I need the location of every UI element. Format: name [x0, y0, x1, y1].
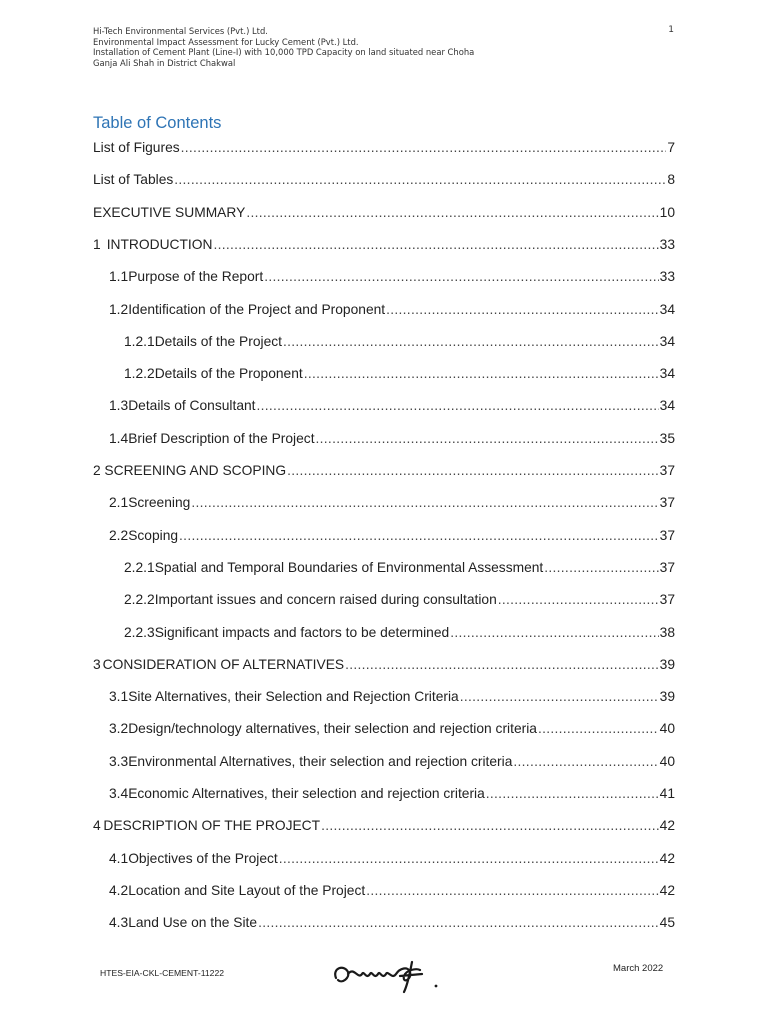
toc-entry-number: 1.2.1	[124, 333, 155, 349]
toc-entry[interactable]	[109, 786, 675, 806]
toc-dot-leader	[386, 302, 659, 317]
toc-entry[interactable]	[109, 689, 675, 709]
toc-entry-page: 10	[659, 204, 675, 220]
toc-entry[interactable]	[124, 625, 675, 645]
toc-entry[interactable]	[93, 172, 675, 192]
toc-entry-label: Economic Alternatives, their selection and rejection criteria	[128, 786, 485, 801]
toc-entry-number: 3	[93, 656, 101, 672]
toc-entry-label: List of Figures	[93, 140, 180, 155]
toc-entry-page: 37	[659, 463, 675, 478]
toc-dot-leader	[258, 915, 659, 930]
toc-entry-label: Details of Consultant	[128, 398, 256, 414]
toc-entry[interactable]	[109, 495, 675, 515]
signature-image	[330, 958, 445, 994]
toc-entry-label: CONSIDERATION OF ALTERNATIVES	[102, 656, 345, 672]
toc-entry-label: Location and Site Layout of the Project	[128, 882, 366, 898]
toc-entry-label: List of Tables	[93, 172, 174, 188]
toc-entry-page: 33	[659, 269, 675, 285]
page-header	[93, 26, 653, 68]
toc-entry-page: 39	[659, 689, 675, 705]
toc-dot-leader	[174, 172, 666, 187]
toc-entry-number: 1	[93, 236, 101, 252]
toc-entry[interactable]	[109, 269, 675, 289]
toc-entry-label: INTRODUCTION	[106, 236, 213, 252]
toc-entry-number: 4	[93, 818, 101, 834]
toc-entry-page: 34	[659, 398, 675, 414]
toc-entry-label: Land Use on the Site	[128, 915, 258, 931]
toc-dot-leader	[191, 495, 658, 510]
toc-entry-page: 37	[659, 527, 675, 543]
toc-dot-leader	[460, 689, 659, 704]
toc-entry-label: Spatial and Temporal Boundaries of Environmental Assessment	[154, 559, 544, 575]
toc-entry-label: SCREENING AND SCOPING	[104, 463, 287, 478]
toc-entry-number: 2.1	[109, 495, 129, 511]
toc-entry-label: DESCRIPTION OF THE PROJECT	[103, 818, 321, 834]
toc-entry-number: 1.2.2	[124, 366, 155, 382]
toc-entry-page: 35	[659, 430, 675, 446]
toc-entry-number: 3.3	[109, 753, 129, 769]
toc-entry-number: 4.3	[109, 915, 129, 931]
toc-dot-leader	[366, 883, 658, 898]
toc-entry-number: 4.1	[109, 850, 129, 866]
toc-entry-page: 33	[659, 236, 675, 252]
toc-dot-leader	[264, 269, 658, 284]
toc-entry-page: 38	[659, 624, 675, 640]
toc-entry-label: Scoping	[128, 527, 179, 543]
toc-entry[interactable]	[109, 431, 675, 451]
toc-dot-leader	[538, 721, 659, 736]
toc-entry-page: 37	[659, 559, 675, 575]
toc-entry[interactable]	[124, 560, 675, 580]
toc-dot-leader	[257, 398, 659, 413]
toc-dot-leader	[246, 205, 658, 220]
toc-entry[interactable]	[109, 851, 675, 871]
toc-entry-number: 1.3	[109, 398, 129, 414]
toc-entry[interactable]	[109, 302, 675, 322]
toc-entry-page: 41	[659, 786, 675, 801]
toc-dot-leader	[213, 237, 658, 252]
toc-entry[interactable]	[93, 463, 675, 483]
toc-dot-leader	[279, 851, 659, 866]
toc-dot-leader	[345, 657, 659, 672]
toc-entry-page: 42	[659, 882, 675, 898]
toc-dot-leader	[181, 140, 667, 155]
header-company: Hi-Tech Environmental Services (Pvt.) Ltd.	[93, 26, 268, 36]
toc-entry-label: Details of the Proponent	[154, 366, 303, 382]
toc-entry-label: Identification of the Project and Proponent	[128, 301, 386, 317]
toc-entry[interactable]	[93, 205, 675, 225]
toc-entry[interactable]	[124, 366, 675, 386]
header-report: Environmental Impact Assessment for Lucky Cement (Pvt.) Ltd.	[93, 36, 359, 47]
toc-entry-number: 2.2.3	[124, 624, 155, 640]
toc-entry-page: 42	[659, 850, 675, 866]
toc-dot-leader	[316, 431, 659, 446]
toc-entry-page: 40	[659, 753, 675, 769]
toc-entry-page: 8	[667, 172, 675, 188]
toc-dot-leader	[498, 592, 659, 607]
toc-entry-page: 34	[659, 301, 675, 317]
toc-entry-page: 7	[667, 140, 675, 155]
toc-entry[interactable]	[109, 721, 675, 741]
toc-entry-number: 4.2	[109, 882, 129, 898]
toc-entry-number: 3.1	[109, 689, 129, 705]
toc-entry-page: 34	[659, 366, 675, 382]
toc-entry[interactable]	[109, 883, 675, 903]
toc-title: Table of Contents	[93, 114, 222, 132]
toc-dot-leader	[513, 754, 658, 769]
toc-entry-label: Important issues and concern raised during consultation	[154, 592, 497, 608]
toc-entry[interactable]	[109, 915, 675, 935]
toc-entry-label: Significant impacts and factors to be determined	[154, 624, 450, 640]
toc-entry[interactable]	[93, 237, 675, 257]
toc-entry-number: 2.2.2	[124, 592, 155, 608]
toc-entry-label: Screening	[128, 495, 191, 511]
toc-entry-number: 3.2	[109, 721, 129, 737]
toc-dot-leader	[179, 528, 659, 543]
toc-entry-page: 45	[659, 915, 675, 931]
toc-dot-leader	[287, 463, 659, 478]
toc-entry-number: 1.4	[109, 430, 129, 446]
toc-entry-number: 1.2	[109, 301, 129, 317]
toc-entry-page: 34	[659, 333, 675, 349]
toc-entry[interactable]	[124, 334, 675, 354]
toc-entry[interactable]	[109, 528, 675, 548]
toc-dot-leader	[321, 818, 659, 833]
toc-dot-leader	[283, 334, 659, 349]
footer-date: March 2022	[613, 963, 664, 974]
toc-entry-page: 42	[659, 818, 675, 834]
toc-entry[interactable]	[93, 818, 675, 838]
toc-entry-label: Objectives of the Project	[128, 850, 278, 866]
toc-entry[interactable]	[109, 398, 675, 418]
header-location: Ganja Ali Shah in District Chakwal	[93, 57, 236, 68]
toc-entry-label: Purpose of the Report	[128, 269, 264, 285]
toc-entry-number: 1.1	[109, 269, 129, 285]
toc-entry-page: 37	[659, 592, 675, 608]
toc-entry-label: Brief Description of the Project	[128, 430, 315, 446]
toc-entry-number: 2	[93, 463, 101, 478]
toc-dot-leader	[304, 366, 659, 381]
toc-entry-number: 3.4	[109, 786, 129, 801]
toc-entry-label: EXECUTIVE SUMMARY	[93, 204, 246, 220]
toc-entry[interactable]	[109, 754, 675, 774]
toc-entry-page: 39	[659, 656, 675, 672]
toc-dot-leader	[486, 786, 659, 801]
toc-dot-leader	[544, 560, 658, 575]
toc-entry[interactable]	[93, 657, 675, 677]
page-number: 1	[668, 25, 674, 35]
toc-entry-label: Details of the Project	[154, 333, 282, 349]
toc-entry-number: 2.2	[109, 527, 129, 543]
toc-entry-label: Design/technology alternatives, their selection and rejection criteria	[128, 721, 537, 737]
toc-entry-number: 2.2.1	[124, 559, 155, 575]
toc-entry-page: 40	[659, 721, 675, 737]
header-project: Installation of Cement Plant (Line-I) with 10,000 TPD Capacity on land situated near Choha	[93, 47, 475, 57]
toc-entry-label: Site Alternatives, their Selection and Rejection Criteria	[128, 689, 459, 705]
toc-dot-leader	[450, 625, 658, 640]
toc-entry[interactable]	[93, 140, 675, 160]
footer-doc-code: HTES-EIA-CKL-CEMENT-11222	[100, 968, 225, 978]
toc-entry-label: Environmental Alternatives, their selection and rejection criteria	[128, 753, 513, 769]
toc-entry-page: 37	[659, 495, 675, 511]
toc-entry[interactable]	[124, 592, 675, 612]
